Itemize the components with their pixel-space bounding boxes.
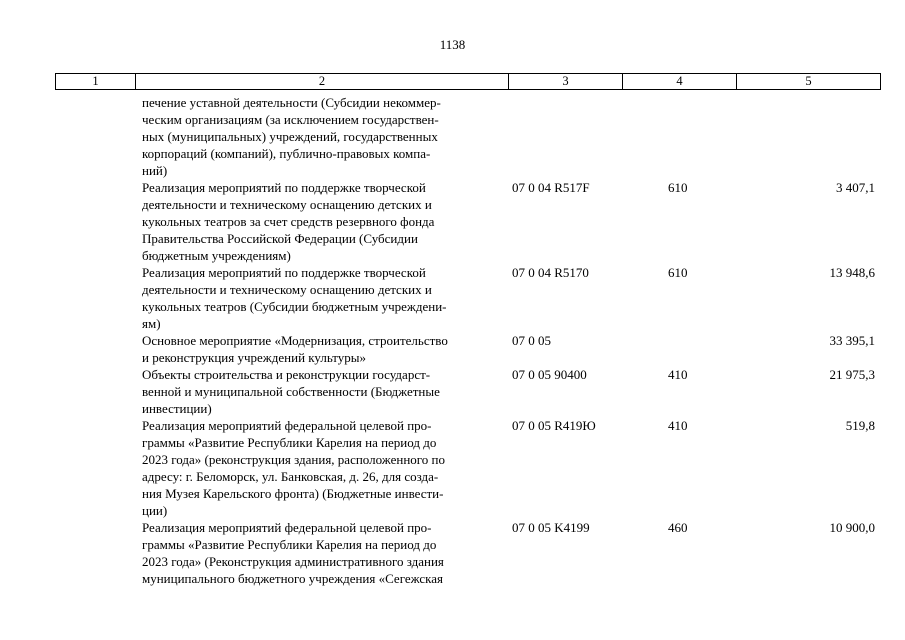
row-code: 07 0 05 <box>512 333 551 348</box>
description-line: муниципального бюджетного учреждения «Сегежская <box>142 571 444 586</box>
table-row <box>55 179 881 264</box>
row-amount: 33 395,1 <box>829 333 875 348</box>
description-line: бюджетным учреждениям) <box>142 248 291 263</box>
description-line: ний) <box>142 163 168 178</box>
row-description <box>142 417 507 519</box>
row-type: 610 <box>668 265 688 280</box>
description-line: 2023 года» (Реконструкция административного здания <box>142 554 444 569</box>
row-code: 07 0 05 R419Ю <box>512 418 596 433</box>
header-col-1: 1 <box>56 74 136 89</box>
description-line: 2023 года» (реконструкция здания, расположенного по <box>142 452 446 467</box>
description-line: ных (муниципальных) учреждений, государственных <box>142 129 438 144</box>
description-line: кукольных театров (Субсидии бюджетным учреждени- <box>142 299 447 314</box>
description-line: деятельности и техническому оснащению детских и <box>142 197 432 212</box>
description-line: венной и муниципальной собственности (Бюджетные <box>142 384 440 399</box>
description-line: Объекты строительства и реконструкции государст- <box>142 367 431 382</box>
table-row <box>55 519 881 587</box>
description-line: Реализация мероприятий по поддержке творческой <box>142 265 426 280</box>
description-line: кукольных театров за счет средств резервного фонда <box>142 214 435 229</box>
table-row <box>55 332 881 366</box>
description-line: и реконструкция учреждений культуры» <box>142 350 367 365</box>
description-line: деятельности и техническому оснащению детских и <box>142 282 432 297</box>
row-code: 07 0 05 K4199 <box>512 520 590 535</box>
row-type: 410 <box>668 418 688 433</box>
header-col-4: 4 <box>623 74 737 89</box>
header-col-3: 3 <box>509 74 623 89</box>
description-line: Реализация мероприятий федеральной целевой про- <box>142 418 432 433</box>
row-amount: 519,8 <box>845 418 875 433</box>
description-line: Реализация мероприятий по поддержке творческой <box>142 180 426 195</box>
row-amount: 10 900,0 <box>829 520 875 535</box>
description-line: Реализация мероприятий федеральной целевой про- <box>142 520 432 535</box>
description-line: ям) <box>142 316 161 331</box>
description-line: Правительства Российской Федерации (Субсидии <box>142 231 418 246</box>
row-code: 07 0 04 R517F <box>512 180 590 195</box>
page-number: 1138 <box>439 37 466 52</box>
row-code: 07 0 04 R5170 <box>512 265 589 280</box>
header-col-5: 5 <box>805 74 812 88</box>
row-description <box>142 366 507 417</box>
row-description <box>142 519 507 587</box>
row-description <box>142 264 507 332</box>
description-line: граммы «Развитие Республики Карелия на период до <box>142 435 437 450</box>
table-header <box>55 73 881 90</box>
description-line: инвестиции) <box>142 401 212 416</box>
row-type: 610 <box>668 180 688 195</box>
row-type: 410 <box>668 367 688 382</box>
header-col-2: 2 <box>136 74 509 89</box>
description-line: ции) <box>142 503 168 518</box>
row-type: 460 <box>668 520 688 535</box>
row-amount: 21 975,3 <box>829 367 875 382</box>
table-row <box>55 366 881 417</box>
row-code: 07 0 05 90400 <box>512 367 587 382</box>
description-line: ния Музея Карельского фронта) (Бюджетные инвести- <box>142 486 444 501</box>
description-line: Основное мероприятие «Модернизация, строительство <box>142 333 448 348</box>
row-description <box>142 179 507 264</box>
description-line: ческим организациям (за исключением государствен- <box>142 112 439 127</box>
description-line: печение уставной деятельности (Субсидии некоммер- <box>142 95 441 110</box>
row-description <box>142 94 507 179</box>
table-row <box>55 417 881 519</box>
description-line: корпораций (компаний), публично-правовых компа- <box>142 146 431 161</box>
description-line: граммы «Развитие Республики Карелия на период до <box>142 537 437 552</box>
table-body <box>55 94 881 587</box>
row-description <box>142 332 507 366</box>
row-amount: 13 948,6 <box>829 265 875 280</box>
table-row <box>55 94 881 179</box>
row-amount: 3 407,1 <box>836 180 875 195</box>
table-row <box>55 264 881 332</box>
description-line: адресу: г. Беломорск, ул. Банковская, д. 26, для созда- <box>142 469 439 484</box>
